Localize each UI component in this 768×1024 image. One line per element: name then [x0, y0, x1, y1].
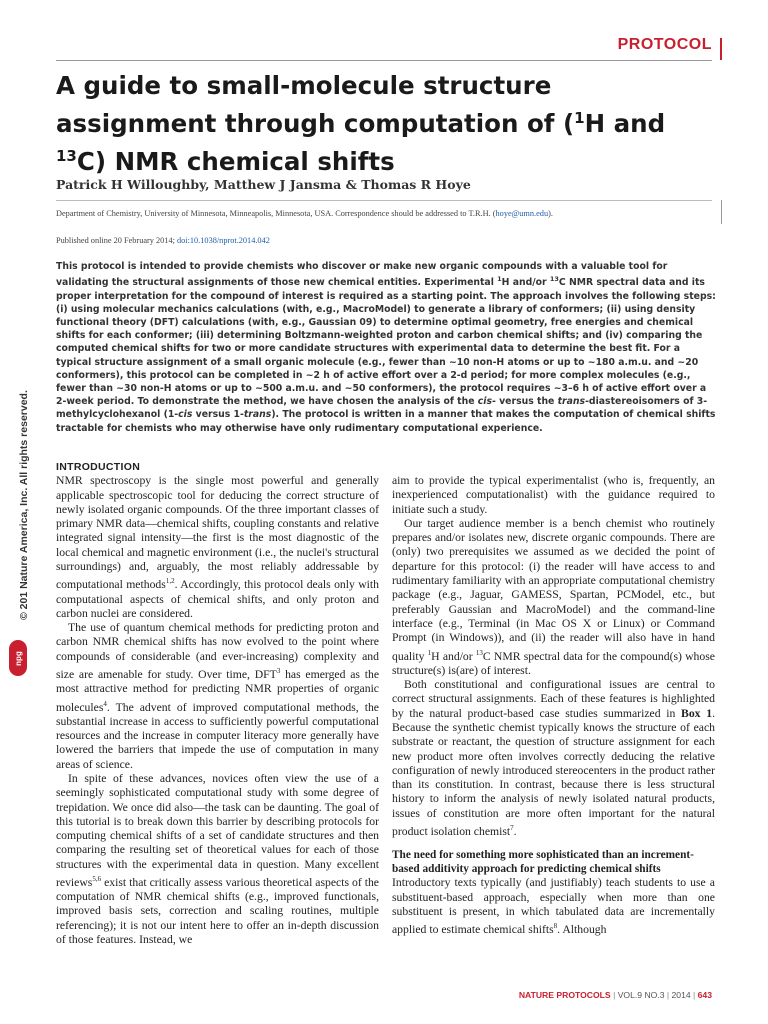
- header-rule: [56, 60, 712, 61]
- npg-logo: npg: [9, 640, 27, 676]
- paragraph: The use of quantum chemical methods for predicting proton and carbon NMR chemical shifts has now evolved to the point where compounds of considerable (and ever-increasing) complexity and size are amenable for study. Over time, DFT$^3$ has emerged as the most attractive method for predicting NMR properties of organic molecules$^4$. The advent of improved computational methods, the substantial increase in access to sufficiently powerful computational resources and the increase in computer literacy more generally have lowered the barriers that impede the use of computation in many areas of science.: [56, 621, 380, 771]
- affiliation-rule: [56, 200, 712, 201]
- affiliation: Department of Chemistry, University of Minnesota, Minneapolis, Minnesota, USA. Correspondence should be addressed to T.R.H. (hoye@umn.edu).: [56, 209, 553, 218]
- copyright-notice: © 201 Nature America, Inc. All rights reserved.: [18, 390, 30, 620]
- section-heading-introduction: INTRODUCTION: [56, 461, 141, 473]
- paragraph: In spite of these advances, novices often view the use of a seemingly sophisticated computational study with some degree of trepidation. We once did also—the task can be daunting. The goal of this tutorial is to break down this barrier by describing protocols for computing chemical shifts of a set of candidate structures and then comparing the resulting set of theoretical values for each of those structures with the experimental data in question. Many excellent reviews$^{5,6}$ exist that critically assess various theoretical aspects of the computation of NMR chemical shifts (e.g., improved functionals, improved basis sets, correction and scaling routines, multiple referencing); it is not our intent here to offer an in-depth discussion of those features. Instead, we: [56, 771, 379, 947]
- left-column: [56, 460, 379, 947]
- paragraph: Both constitutional and configurational issues are central to correct structural assignments. Each of these features is highlighted by the natural product-based case studies summarized in Box 1. Because the synthetic chemist typically knows the structure of each substrate or reactant, the question of structure assignment for each new product more often involves correctly deducing the relative configuration of newly introduced stereocenters in the product rather than its constitution. In contrast, because there is less structural history to inform the analysis of newly isolated natural products, issues of constitution are more often important for the natural product isolation chemist$^7$.: [392, 678, 716, 838]
- abstract: This protocol is intended to provide chemists who discover or make new organic compounds with a valuable tool for validating the structural assignments of those new chemical entities. Experimental $^1$H and/or $^{13}$C NMR spectral data and its proper interpretation for the compound of interest is required as a starting point. The approach involves the following steps: (i) using molecular mechanics calculations (with, e.g., MacroModel) to generate a library of conformers; (ii) using density functional theory (DFT) calculations (with, e.g., Gaussian 09) to determine optimal geometry, free energies and chemical shifts for each conformer; (iii) determining Boltzmann-weighted proton and carbon chemical shifts; and (iv) comparing the computed chemical shifts for two or more candidate structures with experimental data to determine the best fit. For a typical structure assignment of a small organic molecule (e.g., fewer than ~10 non-H atoms or up to ~180 a.m.u. and ~20 conformers), this protocol can be completed in ~2 h of active effort over a 2-d period; for more complex molecules (e.g., fewer than ~30 non-H atoms or up to ~500 a.m.u. and ~50 conformers), the protocol requires ~3–6 h of active effort over a 2-week period. To demonstrate the method, we have chosen the analysis of the cis- versus the trans-diastereoisomers of 3-methylcyclohexanol (1-cis versus 1-trans). The protocol is written in a manner that makes the computation of chemical shifts tractable for chemists who may otherwise have only rudimentary computational experience.: [56, 261, 716, 434]
- paragraph: NMR spectroscopy is the single most powerful and generally applicable spectroscopic tool for deducing the correct structure of newly isolated organic compounds. Of the three important classes of primary NMR data—chemical shifts, coupling constants and relative integrated signal intensity—the first is the most diagnostic of the local chemical and magnetic environment (i.e., the nuclei's structural surroundings) and, arguably, the most reliably addressable by computational methods$^{1,2}$. Accordingly, this protocol deals only with computational aspects of chemical shifts, and only proton and carbon nuclei are considered.: [56, 474, 379, 620]
- author-list: Patrick H Willoughby, Matthew J Jansma & Thomas R Hoye: [56, 177, 471, 192]
- page-number: 643: [697, 990, 712, 1000]
- paragraph: aim to provide the typical experimentalist (who is, frequently, an inexperienced computationalist) with the guidance required to initiate such a study.: [392, 474, 715, 516]
- year: 2014: [671, 990, 691, 1000]
- affiliation-bar: [721, 200, 722, 224]
- publication-info: Published online 20 February 2014; doi:10.1038/nprot.2014.042: [56, 236, 270, 245]
- section-label-bar: [720, 38, 722, 60]
- section-label: PROTOCOL: [617, 36, 712, 53]
- doi-link[interactable]: doi:10.1038/nprot.2014.042: [177, 236, 270, 245]
- paragraph: Introductory texts typically (and justifiably) teach students to use a substituent-based approach, especially when more than one substituent is present, in which tabulated data are incrementally applied to estimate chemical shifts$^8$. Although: [392, 876, 715, 936]
- volume-issue: VOL.9 NO.3: [617, 990, 665, 1000]
- box-reference: Box 1: [681, 706, 713, 720]
- paragraph: Our target audience member is a bench chemist who routinely prepares and/or isolates new, discrete organic compounds. There are (only) two prerequisites we assumed as we decided the point of departure for this protocol: (i) the reader will have access to and rudimentary familiarity with an appropriate computational chemistry package (e.g., Jaguar, GAMESS, Spartan, PCModel, etc., but preferably Gaussian and MacroModel) and the command-line interface (e.g., Terminal (in Mac OS X or Linux) or Command Prompt (in Windows)), and (ii) the reader will also have in hand quality $^1$H and/or $^{13}$C NMR spectral data for the compound(s) whose structure(s) is(are) of interest.: [392, 516, 715, 677]
- journal-name: NATURE PROTOCOLS: [518, 990, 611, 1000]
- right-column: [392, 474, 715, 937]
- article-title: A guide to small-molecule structure assignment through computation of ($^1$H and $^{13}$C) NMR chemical shifts: [56, 71, 666, 177]
- email-link[interactable]: hoye@umn.edu: [495, 209, 549, 218]
- subsection-heading: The need for something more sophisticated than an increment-based additivity approach for predicting chemical shifts: [392, 849, 694, 876]
- page-footer: NATURE PROTOCOLS | VOL.9 NO.3 | 2014 | 643: [518, 990, 712, 1000]
